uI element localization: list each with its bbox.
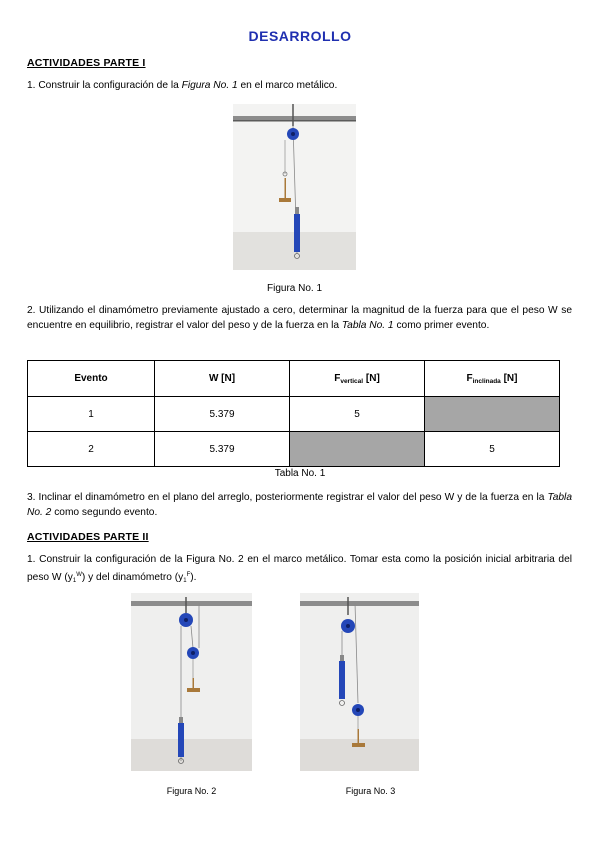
- part2-step1-text: 1. Construir la configuración de la Figura No. 2 en el marco metálico. Tomar esta como la posición inicial arbitraria del peso W (y: [27, 554, 572, 583]
- part1-step3-suffix: como segundo evento.: [51, 506, 158, 518]
- row1-f-inclinada-shaded: [425, 397, 560, 432]
- part2-step1: [27, 553, 572, 588]
- table-header-row: [28, 361, 560, 397]
- figure1-photo: [233, 104, 356, 270]
- row2-f-inclinada: 5: [425, 432, 560, 467]
- part1-step1: [27, 79, 572, 94]
- row2-f-vertical-shaded: [290, 432, 425, 467]
- header-f-inclinada-main: F: [466, 372, 473, 384]
- header-f-vertical-unit: [N]: [363, 372, 380, 384]
- part1-step2-suffix: como primer evento.: [393, 319, 490, 331]
- part2-step1-sup2: F: [186, 571, 191, 578]
- header-w: W [N]: [155, 361, 290, 397]
- row2-evento: 2: [28, 432, 155, 467]
- header-f-vertical-sub: vertical: [340, 377, 364, 385]
- row2-w: 5.379: [155, 432, 290, 467]
- part1-step1-prefix: 1. Construir la configuración de la: [27, 80, 182, 91]
- part1-step1-suffix: en el marco metálico.: [237, 80, 338, 91]
- row1-evento: 1: [28, 397, 155, 432]
- part1-heading: ACTIVIDADES PARTE I: [27, 57, 146, 69]
- table-row: [28, 432, 560, 467]
- part2-step1-sub2: 1: [183, 577, 187, 584]
- part2-step1-end: ).: [190, 571, 197, 583]
- part1-step2-table-ref: Tabla No. 1: [341, 319, 394, 331]
- header-f-inclinada-sub: inclinada: [472, 377, 501, 385]
- figure2-photo: [131, 593, 252, 771]
- part2-step1-sup1: W: [76, 571, 82, 578]
- figure2-caption: Figura No. 2: [166, 786, 217, 796]
- part1-step1-figure-ref: Figura No. 1: [181, 80, 238, 91]
- part1-step2-prefix: 2. Utilizando el dinamómetro previamente ajustado a cero, determinar la magnitud de la fuerza para que el peso W se encuentre en equilibrio, registrar el valor del peso y de la fuerza en la: [27, 305, 572, 331]
- header-f-inclinada-unit: [N]: [500, 372, 518, 384]
- figure2-drawing: [131, 593, 252, 771]
- part1-step3: [27, 491, 572, 520]
- header-f-vertical-main: F: [334, 372, 341, 384]
- table-row: [28, 397, 560, 432]
- row1-w: 5.379: [155, 397, 290, 432]
- header-f-vertical: [290, 361, 425, 397]
- figure3-photo: [300, 593, 419, 771]
- header-f-inclinada: [425, 361, 560, 397]
- header-evento: Evento: [28, 361, 155, 397]
- figure3-caption: Figura No. 3: [345, 786, 396, 796]
- results-table: [27, 360, 560, 467]
- table1-caption: Tabla No. 1: [274, 468, 326, 479]
- part1-step3-prefix: 3. Inclinar el dinamómetro en el plano del arreglo, posteriormente registrar el valor del peso W y de la fuerza en la: [27, 492, 548, 503]
- part1-step2: [27, 304, 572, 333]
- part2-step1-mid: ) y del dinamómetro (y: [81, 571, 184, 583]
- part2-step1-sub1: 1: [72, 577, 77, 584]
- figure3-drawing: [300, 593, 419, 771]
- part1-step3-table-ref: Tabla No. 2: [27, 492, 572, 518]
- page-title: DESARROLLO: [248, 28, 352, 44]
- part2-heading: ACTIVIDADES PARTE II: [27, 531, 149, 543]
- figure1-caption: Figura No. 1: [266, 283, 323, 294]
- figure1-drawing: [233, 104, 356, 270]
- row1-f-vertical: 5: [290, 397, 425, 432]
